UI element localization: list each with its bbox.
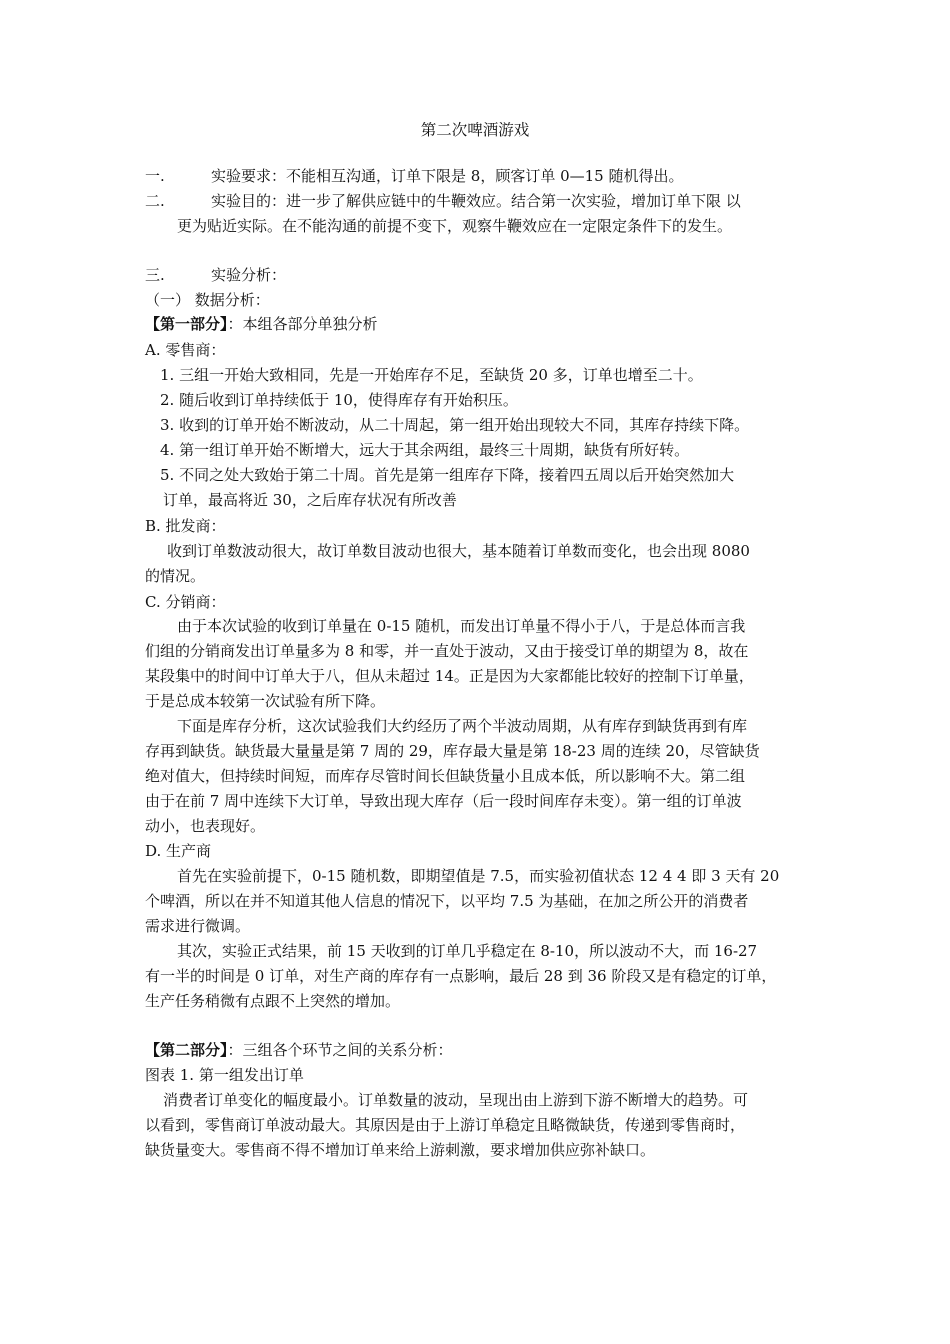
part-2-heading [145, 1038, 810, 1062]
paragraph-line: 由于在前 7 周中连续下大订单，导致出现大库存（后一段时间库存未变）。第一组的订单波 [145, 792, 742, 810]
section-2-continued: 更为贴近实际。在不能沟通的前提不变下，观察牛鞭效应在一定限定条件下的发生。 [177, 217, 733, 235]
paragraph-line: 以看到，零售商订单波动最大。其原因是由于上游订单稳定且略微缺货，传递到零售商时， [145, 1116, 746, 1134]
paragraph-line: 于是总成本较第一次试验有所下降。 [145, 692, 386, 710]
part-bracket: 【 [145, 1041, 161, 1059]
section-2 [145, 189, 810, 213]
section-3 [145, 263, 810, 287]
paragraph-line: 有一半的时间是 0 订单，对生产商的库存有一点影响，最后 28 到 36 阶段又是有稳定的订单， [145, 967, 777, 985]
section-text: 实验要求：不能相互沟通，订单下限是 8，顾客订单 0—15 随机得出。 [211, 167, 684, 185]
part-label: 第二部分】 [160, 1041, 228, 1059]
section-number: 一. [145, 167, 165, 185]
paragraph-line: 收到订单数波动很大，故订单数目波动也很大，基本随着订单数而变化，也会出现 8080 [167, 542, 750, 560]
part-1-heading [145, 312, 810, 336]
heading-wholesaler: B. 批发商： [145, 517, 226, 535]
part-bracket: 【 [145, 315, 161, 333]
paragraph-line: 由于本次试验的收到订单量在 0-15 随机，而发出订单量不得小于八，于是总体而言我 [177, 617, 746, 635]
section-number: 二. [145, 192, 165, 210]
section-1 [145, 164, 810, 188]
paragraph-line: 存再到缺货。缺货最大量量是第 7 周的 29，库存最大量是第 18-23 周的连续 20，尽管缺货 [145, 742, 760, 760]
paragraph-line: 消费者订单变化的幅度最小。订单数量的波动，呈现出由上游到下游不断增大的趋势。可 [163, 1091, 749, 1109]
list-item: 1. 三组一开始大致相同，先是一开始库存不足，至缺货 20 多，订单也增至二十。 [160, 366, 703, 384]
list-item: 3. 收到的订单开始不断波动，从二十周起，第一组开始出现较大不同，其库存持续下降。 [160, 416, 750, 434]
heading-retailer: A. 零售商： [145, 341, 226, 359]
paragraph-line: 其次，实验正式结果，前 15 天收到的订单几乎稳定在 8-10，所以波动不大，而 16-27 [177, 942, 758, 960]
list-item: 4. 第一组订单开始不断增大，远大于其余两组，最终三十周期，缺货有所好转。 [160, 441, 690, 459]
heading-distributor: C. 分销商： [145, 593, 226, 611]
heading-producer: D. 生产商 [145, 842, 212, 860]
section-number: 三. [145, 266, 165, 284]
document-title: 第二次啤酒游戏 [420, 121, 530, 139]
section-text: 实验目的：进一步了解供应链中的牛鞭效应。结合第一次实验，增加订单下限 以 [211, 192, 741, 210]
section-text: 实验分析： [211, 266, 287, 284]
part-label: 第一部分】 [160, 315, 228, 333]
paragraph-line: 需求进行微调。 [145, 917, 251, 935]
list-item: 5. 不同之处大致始于第二十周。首先是第一组库存下降，接着四五周以后开始突然加大 [160, 466, 735, 484]
chart-caption: 图表 1. 第一组发出订单 [145, 1066, 304, 1084]
paragraph-line: 缺货量变大。零售商不得不增加订单来给上游刺激，要求增加供应弥补缺口。 [145, 1141, 656, 1159]
paragraph-line: 某段集中的时间中订单大于八，但从未超过 14。正是因为大家都能比较好的控制下订单量， [145, 667, 754, 685]
list-item: 2. 随后收到订单持续低于 10，使得库存有开始积压。 [160, 391, 518, 409]
paragraph-line: 动小，也表现好。 [145, 817, 266, 835]
subsection-heading: （一） 数据分析： [145, 291, 270, 309]
paragraph-line: 个啤酒，所以在并不知道其他人信息的情况下，以平均 7.5 为基础，在加之所公开的消费者 [145, 892, 749, 910]
paragraph-line: 们组的分销商发出订单量多为 8 和零，并一直处于波动，又由于接受订单的期望为 8，故在 [145, 642, 749, 660]
paragraph-line: 下面是库存分析，这次试验我们大约经历了两个半波动周期，从有库存到缺货再到有库 [177, 717, 748, 735]
paragraph-line: 生产任务稍微有点跟不上突然的增加。 [145, 992, 401, 1010]
paragraph-line: 的情况。 [145, 567, 206, 585]
part-text: ：三组各个环节之间的关系分析： [227, 1041, 453, 1059]
list-item-continued: 订单，最高将近 30，之后库存状况有所改善 [163, 491, 457, 509]
part-text: ：本组各部分单独分析 [227, 315, 378, 333]
paragraph-line: 绝对值大，但持续时间短，而库存尽管时间长但缺货量小且成本低，所以影响不大。第二组 [145, 767, 746, 785]
paragraph-line: 首先在实验前提下，0-15 随机数，即期望值是 7.5，而实验初值状态 12 4 4 即 3 天有 20 [177, 867, 780, 885]
